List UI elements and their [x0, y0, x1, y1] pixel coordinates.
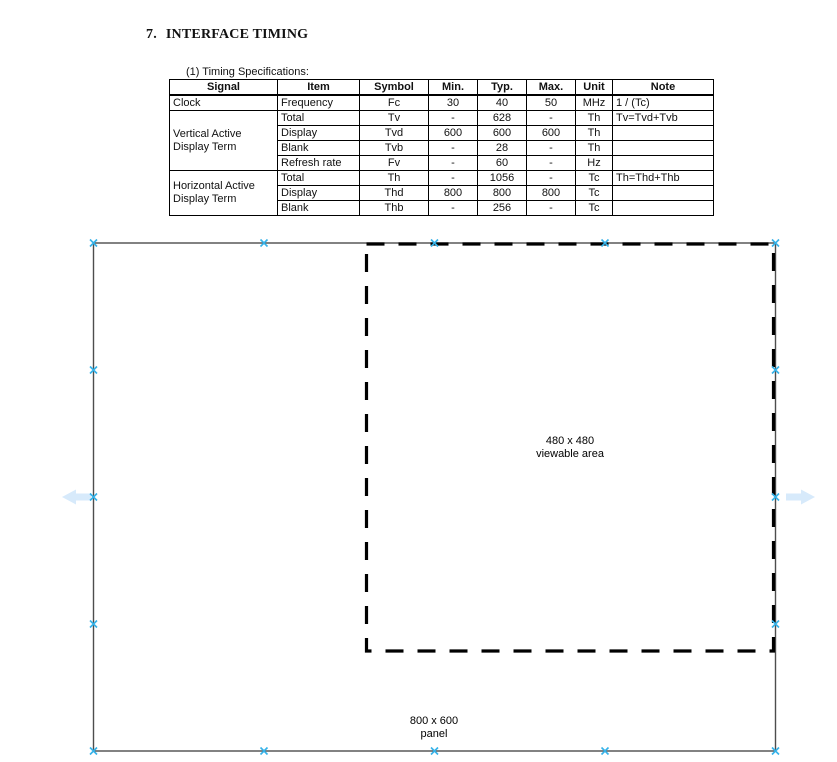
subsection-label: (1) Timing Specifications:	[186, 66, 309, 78]
cell-max: -	[527, 111, 576, 126]
cell-unit: Tc	[576, 186, 613, 201]
cell-max: 600	[527, 126, 576, 141]
cell-note	[613, 201, 714, 216]
cell-unit: Th	[576, 111, 613, 126]
anchor-handle-icon	[261, 240, 268, 247]
anchor-handles	[90, 240, 779, 755]
anchor-handle-icon	[772, 367, 779, 374]
cell-typ: 256	[478, 201, 527, 216]
viewable-area-size: 480 x 480	[545, 435, 595, 447]
col-header-signal: Signal	[170, 80, 278, 96]
timing-table-wrap	[169, 79, 714, 216]
cell-symbol: Th	[360, 171, 429, 186]
cell-signal: Clock	[170, 95, 278, 111]
cell-min: 800	[429, 186, 478, 201]
cell-item: Blank	[278, 201, 360, 216]
cell-note	[613, 186, 714, 201]
cell-signal-horizontal	[170, 171, 278, 216]
cell-typ: 60	[478, 156, 527, 171]
cell-signal-text: Horizontal Active Display Term	[173, 180, 255, 205]
cell-max: 800	[527, 186, 576, 201]
cell-note	[613, 156, 714, 171]
col-header-note: Note	[613, 80, 714, 96]
table-row	[170, 111, 714, 126]
cell-note: 1 / (Tc)	[613, 95, 714, 111]
cell-note: Tv=Tvd+Tvb	[613, 111, 714, 126]
col-header-typ: Typ.	[478, 80, 527, 96]
cell-min: -	[429, 156, 478, 171]
cell-symbol: Tv	[360, 111, 429, 126]
cell-min: -	[429, 141, 478, 156]
cell-symbol: Thb	[360, 201, 429, 216]
cell-max: -	[527, 171, 576, 186]
cell-min: -	[429, 171, 478, 186]
col-header-symbol: Symbol	[360, 80, 429, 96]
col-header-unit: Unit	[576, 80, 613, 96]
left-arrow-icon	[62, 490, 91, 505]
table-row	[170, 171, 714, 186]
cell-min: 30	[429, 95, 478, 111]
panel-label	[364, 715, 504, 741]
anchor-handle-icon	[90, 367, 97, 374]
timing-specifications-table	[169, 79, 714, 216]
panel-size: 800 x 600	[409, 715, 459, 727]
cell-item: Total	[278, 111, 360, 126]
cell-item: Display	[278, 126, 360, 141]
cell-note	[613, 126, 714, 141]
cell-typ: 800	[478, 186, 527, 201]
cell-signal-text: Vertical Active Display Term	[173, 127, 242, 153]
cell-unit: MHz	[576, 95, 613, 111]
cell-max: -	[527, 201, 576, 216]
anchor-handle-icon	[90, 494, 97, 501]
cell-unit: Tc	[576, 201, 613, 216]
cell-symbol: Thd	[360, 186, 429, 201]
anchor-handle-icon	[772, 240, 779, 247]
cell-signal-vertical	[170, 111, 278, 171]
cell-typ: 600	[478, 126, 527, 141]
table-header-row	[170, 80, 714, 96]
cell-unit: Th	[576, 141, 613, 156]
cell-unit: Th	[576, 126, 613, 141]
cell-item: Frequency	[278, 95, 360, 111]
cell-note	[613, 141, 714, 156]
section-number: 7.	[146, 27, 157, 42]
anchor-handle-icon	[90, 240, 97, 247]
cell-typ: 40	[478, 95, 527, 111]
cell-max: -	[527, 141, 576, 156]
cell-unit: Hz	[576, 156, 613, 171]
right-arrow-icon	[786, 490, 815, 505]
cell-max: 50	[527, 95, 576, 111]
viewable-area-label	[500, 435, 640, 461]
cell-item: Total	[278, 171, 360, 186]
cell-note: Th=Thd+Thb	[613, 171, 714, 186]
panel-caption: panel	[420, 728, 448, 740]
cell-unit: Tc	[576, 171, 613, 186]
cell-min: -	[429, 111, 478, 126]
cell-symbol: Tvb	[360, 141, 429, 156]
col-header-min: Min.	[429, 80, 478, 96]
anchor-handle-icon	[772, 621, 779, 628]
cell-min: 600	[429, 126, 478, 141]
anchor-handle-icon	[772, 494, 779, 501]
cell-typ: 28	[478, 141, 527, 156]
cell-symbol: Fv	[360, 156, 429, 171]
col-header-max: Max.	[527, 80, 576, 96]
anchor-handle-icon	[90, 621, 97, 628]
col-header-item: Item	[278, 80, 360, 96]
anchor-handle-icon	[90, 748, 97, 755]
section-title: INTERFACE TIMING	[165, 27, 309, 42]
anchor-handle-icon	[772, 748, 779, 755]
cell-symbol: Fc	[360, 95, 429, 111]
section-heading	[146, 27, 308, 43]
table-row	[170, 95, 714, 111]
anchor-handle-icon	[431, 748, 438, 755]
viewable-area-caption: viewable area	[536, 448, 604, 460]
cell-typ: 628	[478, 111, 527, 126]
anchor-handle-icon	[431, 240, 438, 247]
panel-outline	[94, 243, 776, 751]
cell-max: -	[527, 156, 576, 171]
anchor-handle-icon	[602, 748, 609, 755]
cell-item: Display	[278, 186, 360, 201]
anchor-handle-icon	[261, 748, 268, 755]
cell-item: Refresh rate	[278, 156, 360, 171]
anchor-handle-icon	[602, 240, 609, 247]
cell-min: -	[429, 201, 478, 216]
cell-item: Blank	[278, 141, 360, 156]
cell-symbol: Tvd	[360, 126, 429, 141]
cell-typ: 1056	[478, 171, 527, 186]
